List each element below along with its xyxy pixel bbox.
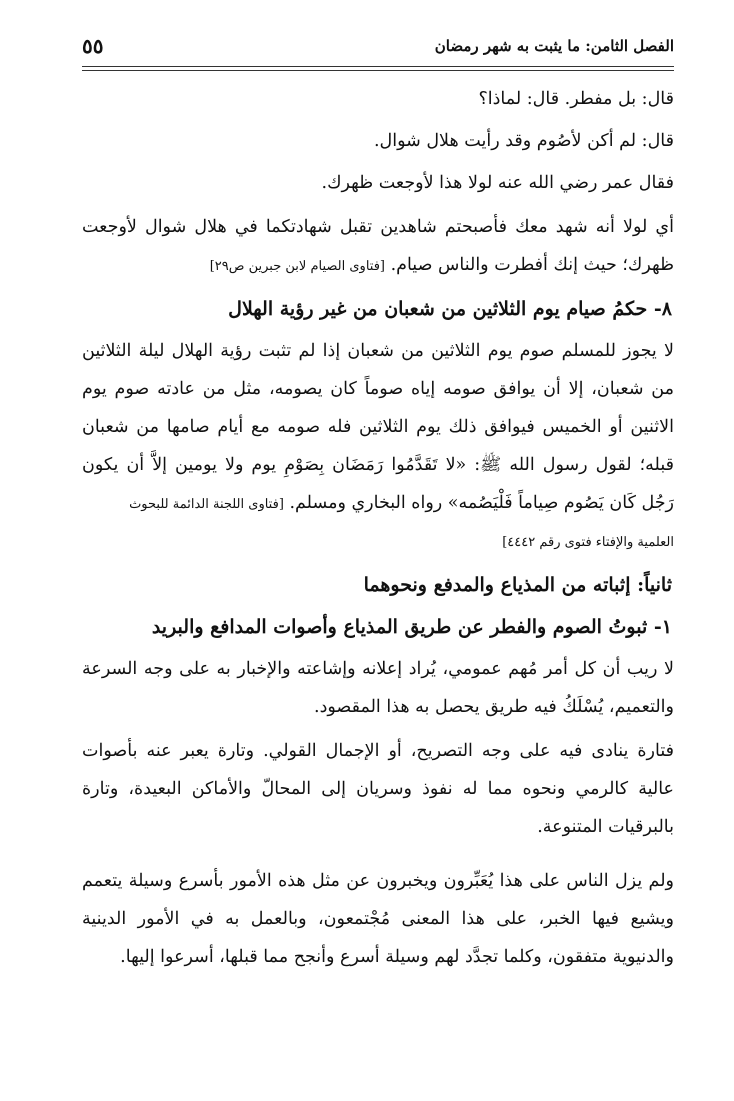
paragraph-dialogue-1: قال: بل مفطر. قال: لماذا؟	[478, 89, 674, 109]
page-body	[82, 80, 674, 976]
paragraph-ruling	[82, 332, 674, 524]
paragraph-custom: ولم يزل الناس على هذا يُعَبِّرون ويخبرون عن مثل هذه الأمور بأسرع وسيلة يتعمم ويشيع فيها الخبر، على هذا المعنى مُجْتمعون، وبالعمل به في الأمور الدينية والدنيوية متفقون، وكلما تجدَّد لهم وسيلة أسرع وأنجح مما قبلها، أسرعوا إليها.	[82, 871, 674, 967]
header-rule	[82, 66, 674, 71]
paragraph-methods: فتارة ينادى فيه على وجه التصريح، أو الإجمال القولي. وتارة يعبر عنه بأصوات عالية كالرمي ونحوه مما له نفوذ وسريان إلى المحالّ والأماكن البعيدة، وتارة بالبرقيات المتنوعة.	[82, 741, 674, 837]
section-heading-1: ١- ثبوتُ الصوم والفطر عن طريق المذياع وأصوات المدافع والبريد	[151, 616, 672, 638]
paragraph-dialogue-3: فقال عمر رضي الله عنه لولا هذا لأوجعت ظهرك.	[321, 173, 674, 193]
citation-ibn-jibrin: [فتاوى الصيام لابن جبرين ص٢٩]	[209, 259, 385, 274]
section-heading-second: ثانياً: إثباته من المذياع والمدفع ونحوهما	[363, 574, 672, 596]
paragraph-announcement: لا ريب أن كل أمر مُهم عمومي، يُراد إعلانه وإشاعته والإخبار به على وجه السرعة والتعميم، يُسْلَكُ فيه طريق يحصل به هذا المقصود.	[82, 659, 674, 717]
page-header	[82, 30, 674, 62]
section-heading-8: ٨- حكمُ صيام يوم الثلاثين من شعبان من غير رؤية الهلال	[228, 298, 672, 320]
citation-permanent-committee-cont: العلمية والإفتاء فتوى رقم ٤٤٤٢]	[502, 535, 674, 550]
paragraph-explanation-text: أي لولا أنه شهد معك فأصبحتم شاهدين تقبل شهادتكما في هلال شوال لأوجعت ظهرك؛ حيث إنك أفطرت والناس صيام.	[82, 217, 674, 275]
page-number: ٥٥	[82, 34, 104, 58]
paragraph-dialogue-2: قال: لم أكن لأصُوم وقد رأيت هلال شوال.	[373, 131, 674, 151]
citation-permanent-committee: [فتاوى اللجنة الدائمة للبحوث	[129, 497, 284, 512]
paragraph-explanation	[82, 208, 674, 286]
paragraph-ruling-text: لا يجوز للمسلم صوم يوم الثلاثين من شعبان إذا لم تثبت رؤية الهلال ليلة الثلاثين من شعبان، إلا أن يوافق صومه إياه صوماً كان يصومه، مثل من عادته صوم يوم الاثنين أو الخميس فيوافق ذلك يوم الثلاثين فله صومه مع أيام صامها من شعبان قبله؛ لقول رسول الله ﷺ: «لا تَقَدَّمُوا رَمَضَان بِصَوْمِ يوم ولا يومين إلاَّ أن يكون رَجُل كَان يَصُوم صِياماً فَلْيَصُمه» رواه البخاري ومسلم.	[82, 341, 674, 513]
running-title: الفصل الثامن: ما يثبت به شهر رمضان	[434, 37, 674, 55]
